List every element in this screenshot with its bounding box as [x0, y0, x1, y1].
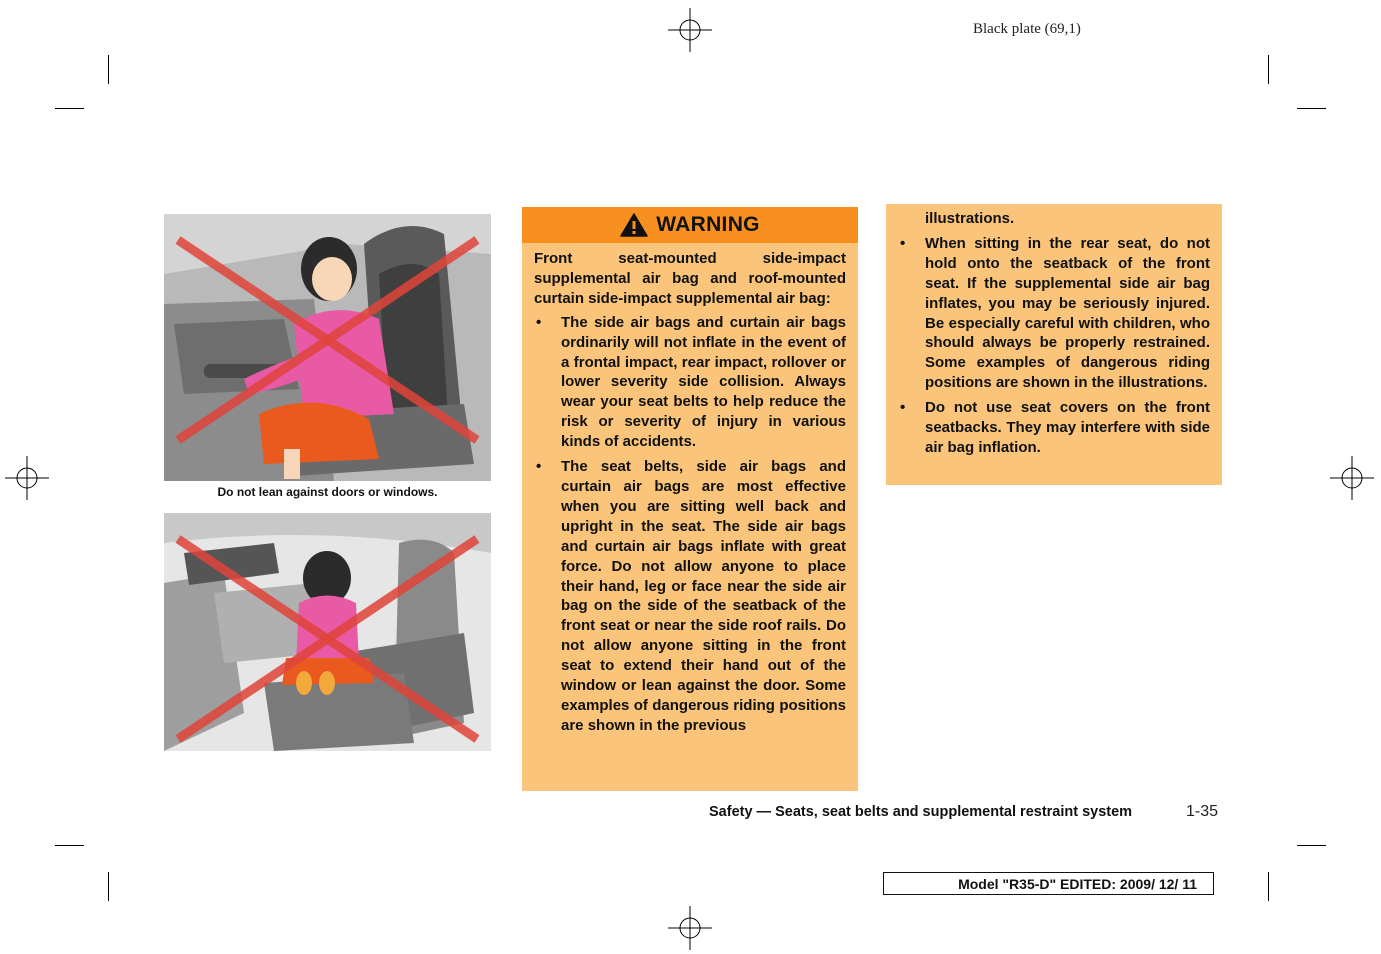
bullet-icon: • — [536, 458, 542, 476]
continuation-bullet-list — [898, 234, 1210, 458]
bullet-icon: • — [900, 399, 906, 417]
crop-mark-tr-v — [1268, 55, 1269, 84]
registration-mark-right — [1330, 456, 1374, 500]
continuation-lead: illustrations. — [925, 210, 1015, 227]
crop-mark-tl-h — [55, 108, 84, 109]
registration-mark-bottom — [668, 906, 712, 950]
bullet-icon: • — [900, 234, 906, 252]
crop-mark-br-v — [1268, 872, 1269, 901]
plate-label: Black plate (69,1) — [973, 21, 1081, 37]
registration-mark-top — [668, 8, 712, 52]
list-item: • The side air bags and curtain air bags ordinarily will not inflate in the event of a frontal impact, rear impact, rollover or lower severity side collision. Always wear your seat belts to help reduce the risk or severity of injury in various kinds of accidents. — [536, 313, 846, 451]
page-number: 1-35 — [1186, 803, 1219, 820]
warning-body — [522, 243, 858, 736]
footer-section-title: Safety — Seats, seat belts and supplemental restraint system — [709, 804, 1133, 820]
warning-header — [522, 207, 858, 243]
registration-mark-left — [5, 456, 49, 500]
crop-mark-bl-v — [108, 872, 109, 901]
model-edited-box: Model "R35-D" EDITED: 2009/ 12/ 11 — [883, 872, 1214, 895]
illustration-caption: Do not lean against doors or windows. — [217, 485, 438, 499]
crop-mark-tr-h — [1297, 108, 1326, 109]
warning-box — [522, 207, 858, 791]
crop-mark-tl-v — [108, 55, 109, 84]
list-item: • The seat belts, side air bags and curtain air bags are most effective when you are sitting well back and upright in the seat. The side air bags and curtain air bags inflate with great force. Do not allow anyone to place their hand, leg or face near the side air bag on the side of the seatback of the front seat or near the side roof rails. Do not allow anyone sitting in the front seat to extend their hand out of the window or lean against the door. Some examples of dangerous riding positions are shown in the previous — [536, 458, 846, 734]
list-item: • Do not use seat covers on the front seatbacks. They may interfere with side air bag inflation. — [900, 399, 1210, 456]
warning-intro: Front seat-mounted side-impact supplemental air bag and roof-mounted curtain side-impact supplemental air bag: — [534, 250, 846, 307]
crop-mark-bl-h — [55, 845, 84, 846]
warning-triangle-icon — [620, 213, 648, 237]
illustration-lean-door — [164, 214, 491, 481]
bullet-icon: • — [536, 313, 542, 331]
illustration-between-seats — [164, 513, 491, 751]
warning-title: WARNING — [656, 213, 760, 236]
list-item: • When sitting in the rear seat, do not hold onto the seatback of the front seat. If the supplemental side air bag inflates, you may be seriously injured. Be especially careful with children, who should always be properly restrained. Some examples of dangerous riding positions are shown in the illustrations. — [900, 234, 1210, 392]
crop-mark-br-h — [1297, 845, 1326, 846]
warning-bullet-list — [534, 313, 846, 736]
warning-continuation-box — [886, 204, 1222, 485]
